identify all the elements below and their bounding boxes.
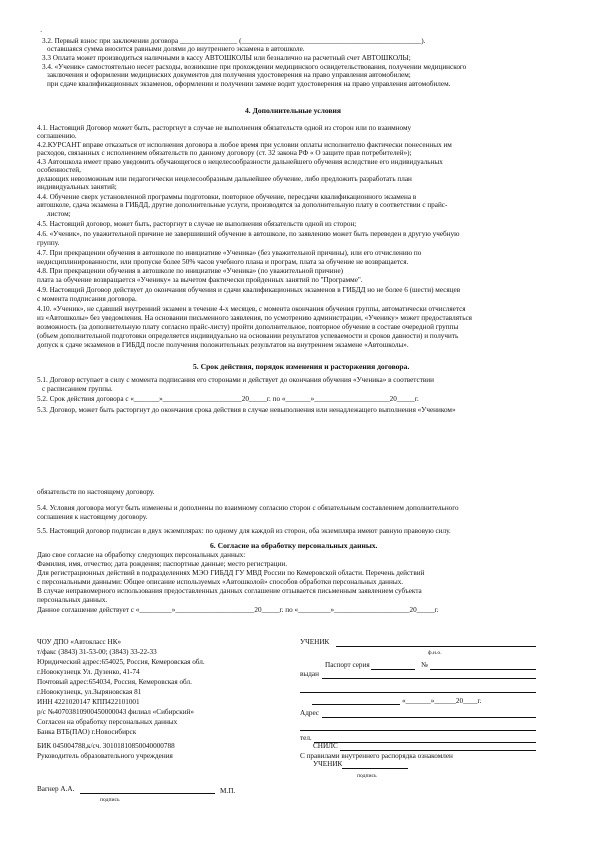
clause-5-5: 5.5. Настоящий договор подписан в двух экземплярах: по одному для каждой из сторон, оба экземпляра имеют равную правовую силу. [37,527,451,535]
school-phone: т/факс (3843) 31-53-00; (3843) 33-22-33 [37,648,157,656]
passport-number-line [430,669,536,670]
clause-5-1: 5.1. Договор вступает в силу с момента подписания его сторонами и действует до окончания обучения «Ученика» в соответствии [37,376,434,384]
clause-4-10-cont: из «Автошколы» без уведомления. На основании письменного заявления, по усмотрению администрации, «Ученику» может предоставляться [37,314,472,322]
clause-4-10-cont2: возможность (за дополнительную плату согласно прайс-листу) пройти дополнительное, повторное обучение в составе очередной группы [37,323,459,331]
clause-4-10-cont3: (объем дополнительной подготовки определяется индивидуально на основании результатов успеваемости и сроков давности) и получить [37,332,459,340]
clause-4-10-cont4: допуск к сдаче экзаменов в ГИБДД после получения положительных результатов на внутреннем экзамене «Автошколы». [37,341,409,349]
clause-3-2-cont: оставшаяся сумма вносится равными долями до внутреннего экзамена в автошколе. [47,45,305,53]
school-account: р/с №40703810900450000043 филиал «Сибирский» [37,708,194,716]
school-sign-line [80,793,215,794]
student-fio-line [336,646,536,647]
issued-label: выдан [300,670,319,678]
passport-number-label: № [421,661,428,669]
clause-4-3-cont3: индивидуальных занятий; [37,183,117,191]
address-line-2 [300,730,536,731]
address-line-1 [322,717,536,718]
clause-4-9: 4.9. Настоящий Договор действует до окончания обучения и сдачи квалификационных экзаменов в ГИБДД но не более 6 (шести) месяцев [37,286,461,294]
school-sign-caption: подпись [100,797,120,803]
clause-4-4: 4.4. Обучение сверх установленной программы подготовки, повторное обучение, пересдачи квалификационного экзамена в [37,193,417,201]
clause-4-6: 4.6. «Ученик», по уважительной причине не завершивший обучение в автошколе, по заявлению может быть переведен в другую учебную [37,230,460,238]
school-signer: Вагнер А.А. [37,785,75,793]
clause-5-3: 5.3. Договор, может быть расторгнут до окончания срока действия в случае невыполнения или ненадлежащего выполнения «Учеником» [37,406,456,414]
rules-acknowledged: С правилами внутреннего распорядка ознакомлен [300,752,453,760]
consent-line-7: Данное соглашение действует с «_________»______________________20_____г. по «_________»_____________________20_____г. [37,606,439,614]
address-label: Адрес [300,709,320,717]
clause-4-6-cont: группу. [37,239,60,247]
clause-4-2: 4.2.КУРСАНТ вправе отказаться от исполнения договора в любое время при условии оплаты исполнителю фактически понесенных им [37,141,452,149]
clause-5-4: 5.4. Условия договора могут быть изменены и дополнены по взаимному согласию сторон с обязательным составлением дополнительного [37,504,459,512]
consent-line-6: персональных данных. [37,596,108,604]
issued-line-1 [322,678,536,679]
section-4-title: 4. Дополнительные условия [245,106,342,115]
student-sign-caption: подпись [357,773,377,779]
consent-line-2: Фамилия, имя, отчество; дата рождения; паспортные данные; место регистрации. [37,560,288,568]
consent-line-4: с персональными данными: Общее описание используемых «Автошколой» способов обработки персональных данных. [37,578,404,586]
clause-3-4-cont: заключения и оформлении медицинских документов для получения удостоверения на право управления автомобилем; [47,71,411,79]
clause-5-4-cont: соглашения к настоящему договору. [37,513,148,521]
clause-4-4-cont2: листом; [47,210,71,218]
clause-4-7-cont: недисциплинированности, или пропуске более 50% часов учебного плана и програм, плата за обучение не возвращается. [37,258,409,266]
school-stamp-mark: М.П. [220,787,236,795]
tel-line [314,742,536,743]
student-label: УЧЕНИК [300,638,330,646]
clause-4-1-cont: соглашению. [37,132,77,140]
issued-line-2 [300,692,536,693]
student-fio-caption: ф.и.о. [428,650,442,656]
school-inn: ИНН 4221020147 КПП422101001 [37,698,140,706]
school-name: ЧОУ ДПО «Автокласс НК» [37,638,122,646]
clause-3-4: 3.4. «Ученик» самостоятельно несет расходы, возникшие при прохождении медицинского освидетельствования, получении медицинского [42,63,467,71]
consent-line-3: Для регистрационных действий в подразделениях МЭО ГИБДД ГУ МВД России по Кемеровской области. Перечень действий [37,569,425,577]
clause-4-8-cont: плата за обучение возвращается «Ученику» за вычетом фактически пройденных занятий по "Программе". [37,276,363,284]
tel-label: тел. [300,734,312,742]
school-consent: Согласен на обработку персональных данных [37,718,178,726]
clause-4-1: 4.1. Настоящий Договор может быть, расторгнут в случае не выполнения обязательств одной из сторон или по взаимному [37,124,412,132]
school-bank: Банка ВТБ(ПАО) г.Новосибирск [37,728,137,736]
clause-3-2: 3.2. Первый взнос при заключении договора ________________ (__________________________________________________). [42,37,426,45]
school-head: Руководитель образовательного учреждения [37,752,173,760]
clause-4-3: 4.3 Автошкола имеет право уведомить обучающегося о нецелесообразности дальнейшего обучения вследствие его индивидуальных [37,158,443,166]
clause-5-1-cont: с расписанием группы. [42,385,113,393]
school-legal-address-1: Юридический адрес:654025, Россия, Кемеровская обл. [37,658,205,666]
passport-series-line [371,669,415,670]
section-5-title: 5. Срок действия, порядок изменения и расторжения договора. [193,362,410,371]
rules-student-label: УЧЕНИК [313,760,343,768]
clause-5-3-cont: обязательств по настоящему договору. [37,488,155,496]
clause-4-8: 4.8. При прекращении обучения в автошколе по инициативе «Ученика» (по уважительной причине) [37,267,344,275]
issued-line-3 [312,704,400,705]
student-sign-line [342,768,408,769]
clause-4-3-cont2: делающих невозможным или педагогически нецелесообразным дальнейшее обучение, либо предложить разработать план [37,175,412,183]
clause-4-9-cont: с момента подписания договора. [37,295,137,303]
school-legal-address-2: г.Новокузнецк Ул. Дузенко, 41-74 [37,668,140,676]
section-6-title: 6. Согласие на обработку персональных данных. [210,541,378,550]
snils-line [340,750,536,751]
clause-4-7: 4.7. При прекращении обучения в автошколе по инициативе «Ученика» (без уважительной причины), или его отчислению по [37,249,422,257]
issued-date: «_______»______20____г. [402,697,482,705]
clause-5-2: 5.2. Срок действия договора с «_______»______________________20_____г. по «_______»_____________________20_____г. [37,395,419,403]
passport-series-label: Паспорт серия [325,661,370,669]
clause-4-3-cont: особенностей, [37,166,81,174]
school-bik: БИК 045004788,к/сч. 30101810850040000788 [37,742,175,750]
consent-line-1: Даю свое согласие на обработку следующих персональных данных: [37,551,246,559]
school-post-address-1: Почтовый адрес:654034, Россия, Кемеровская обл. [37,678,192,686]
clause-4-4-cont: автошколе, сдача экзамена в ГИБДД, другие дополнительные услуги, производятся за дополнительную плату в соответствии с прайс- [37,201,448,209]
clause-4-5: 4.5. Настоящий договор, может быть, расторгнут в случае не выполнения обязательств одной из сторон; [37,220,357,228]
clause-4-10: 4.10. «Ученик», не сдавший внутренний экзамен в течение 4-х месяцев, с момента окончания обучения группы, автоматически отчисляется [37,305,466,313]
top-mark: ` [40,30,43,38]
school-post-address-2: г.Новокузнецк, ул.Зыряновская 81 [37,688,142,696]
consent-line-5: В случае неправомерного использования предоставленных данных соглашение отзывается письменным заявлением субъекта [37,587,422,595]
clause-4-2-cont: расходов, связанных с исполнением обязательств по данному договору (ст. 32 закона РФ « О защите прав потребителей»); [37,149,412,157]
clause-3-3: 3.3 Оплата может производиться наличными в кассу АВТОШКОЛЫ или безналично на расчетный счет АВТОШКОЛЫ; [42,54,411,62]
clause-3-4-cont2: при сдаче квалификационных экзаменов, оформлении и получении замене водит удостоверения на право управления автомобилем. [47,80,451,88]
snils-label: СНИЛС [313,742,338,750]
